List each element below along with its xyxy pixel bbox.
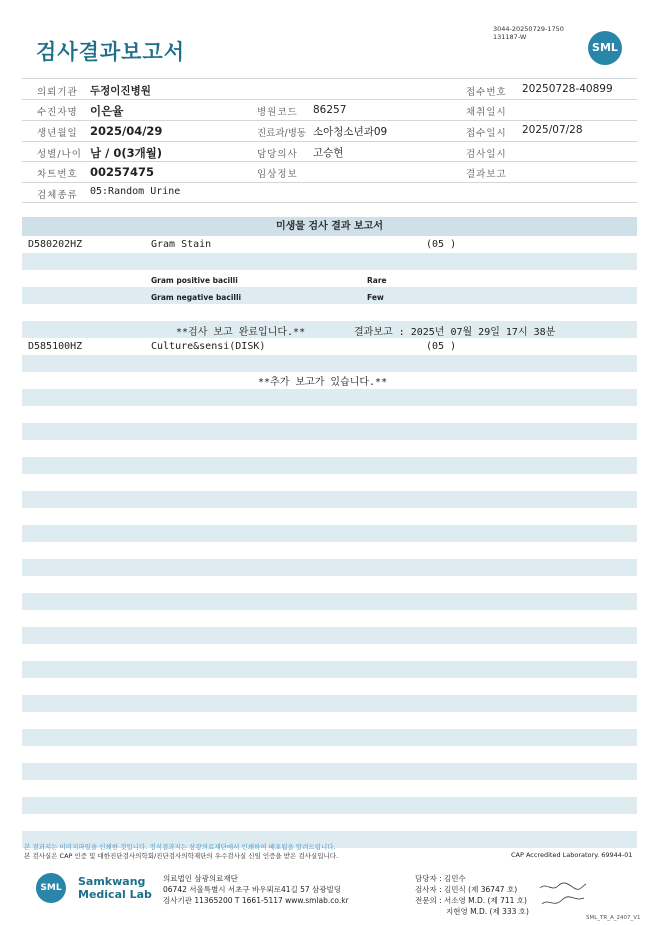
page-title: 검사결과보고서 <box>36 40 186 64</box>
row-stripe <box>22 559 637 576</box>
document-code-line2: 131187-W <box>493 33 527 41</box>
test2-name: Culture&sensi(DISK) <box>151 341 266 352</box>
gram-positive-label: Gram positive bacilli <box>151 276 238 285</box>
sex-age-label: 성별/나이 <box>37 149 82 160</box>
receipt-no-label: 접수번호 <box>466 87 507 98</box>
lab-address <box>163 873 349 906</box>
divider <box>22 120 637 121</box>
addr-line3: 검사기관 11365200 T 1661-5117 www.smlab.co.kr <box>163 896 349 905</box>
image-print-notice: 본 결과지는 이미지파일을 인쇄한 것입니다. 정식결과지는 삼광의료재단에서 인쇄하여 배포됨을 알려드립니다. <box>24 843 336 851</box>
document-code <box>493 25 564 41</box>
row-stripe <box>22 491 637 508</box>
dept-value: 소아청소년과09 <box>313 126 388 138</box>
institution-value: 두정이진병원 <box>90 85 151 97</box>
row-stripe <box>22 661 637 678</box>
hospital-code-label: 병원코드 <box>257 107 298 118</box>
divider <box>22 182 637 183</box>
divider <box>22 141 637 142</box>
staff-line4: 지현영 M.D. (제 333 호) <box>446 907 529 916</box>
clinical-label: 임상정보 <box>257 169 298 180</box>
row-stripe <box>22 729 637 746</box>
brand-line2: Medical Lab <box>78 888 152 901</box>
row-stripe <box>22 423 637 440</box>
test1-specimen: (05 ) <box>426 239 457 250</box>
row-stripe <box>22 797 637 814</box>
row-stripe <box>22 457 637 474</box>
form-code: SML_TR_A_2407_V1 <box>586 915 641 921</box>
divider <box>22 78 637 79</box>
chart-label: 차트번호 <box>37 169 78 180</box>
addr-line1: 의료법인 삼광의료재단 <box>163 874 238 883</box>
dob-value: 2025/04/29 <box>90 124 163 138</box>
hospital-code-value: 86257 <box>313 104 347 116</box>
row-stripe <box>22 627 637 644</box>
receipt-date-label: 접수일시 <box>466 128 507 139</box>
brand-line1: Samkwang <box>78 875 146 888</box>
staff-line2: 검사자 : 김민식 (제 36747 호) <box>415 885 518 894</box>
gram-positive-value: Rare <box>367 276 387 285</box>
sml-footer-logo: SML <box>36 873 66 903</box>
additional-report-message: **추가 보고가 있습니다.** <box>258 377 388 388</box>
divider <box>22 202 637 203</box>
cap-accreditation: CAP Accredited Laboratory. 69944-01 <box>511 851 633 859</box>
patient-value: 이은율 <box>90 104 124 118</box>
row-stripe <box>22 593 637 610</box>
brand-name <box>78 875 152 901</box>
row-stripe <box>22 253 637 270</box>
dob-label: 생년월일 <box>37 128 78 139</box>
report-section-title: 미생물 검사 결과 보고서 <box>22 217 637 236</box>
receipt-no-value: 20250728-40899 <box>522 83 613 95</box>
accreditation-notice: 본 검사실은 CAP 인증 및 대한진단검사의학회/진단검사의학재단의 우수검사실 신임 인증을 받은 검사실입니다. <box>24 852 339 860</box>
row-stripe <box>22 763 637 780</box>
divider <box>22 161 637 162</box>
dept-label: 진료과/병동 <box>257 128 307 139</box>
staff-line3: 전문의 : 서소영 M.D. (제 711 호) <box>415 896 527 905</box>
test-date-label: 검사일시 <box>466 149 507 160</box>
sml-logo: SML <box>588 31 622 65</box>
doctor-label: 담당의사 <box>257 149 298 160</box>
divider <box>22 99 637 100</box>
test2-specimen: (05 ) <box>426 341 457 352</box>
specimen-value: 05:Random Urine <box>90 186 181 197</box>
patient-label: 수진자명 <box>37 107 78 118</box>
chart-value: 00257475 <box>90 165 155 179</box>
specimen-label: 검체종류 <box>37 190 78 201</box>
staff-line1: 담당자 : 김민수 <box>415 874 466 883</box>
report-label: 결과보고 <box>466 169 507 180</box>
test1-code: D580202HZ <box>28 239 83 250</box>
row-stripe <box>22 287 637 304</box>
receipt-date-value: 2025/07/28 <box>522 124 583 136</box>
row-stripe <box>22 355 637 372</box>
document-code-line1: 3044-20250729-1750 <box>493 25 564 33</box>
signature-graphic <box>538 880 588 910</box>
addr-line2: 06742 서울특별시 서초구 바우뫼로41길 57 삼광빌딩 <box>163 885 342 894</box>
gram-negative-label: Gram negative bacilli <box>151 293 242 302</box>
collect-date-label: 채취일시 <box>466 107 507 118</box>
institution-label: 의뢰기관 <box>37 87 78 98</box>
row-stripe <box>22 525 637 542</box>
doctor-value: 고승현 <box>313 147 344 159</box>
signers <box>415 873 529 917</box>
sex-age-value: 남 / 0(3개월) <box>90 146 163 160</box>
gram-negative-value: Few <box>367 293 384 302</box>
test1-name: Gram Stain <box>151 239 212 250</box>
row-stripe <box>22 389 637 406</box>
report-complete-message: **검사 보고 완료입니다.** <box>176 327 306 338</box>
test2-code: D585100HZ <box>28 341 83 352</box>
report-timestamp: 결과보고 : 2025년 07월 29일 17시 38분 <box>354 327 556 338</box>
row-stripe <box>22 695 637 712</box>
